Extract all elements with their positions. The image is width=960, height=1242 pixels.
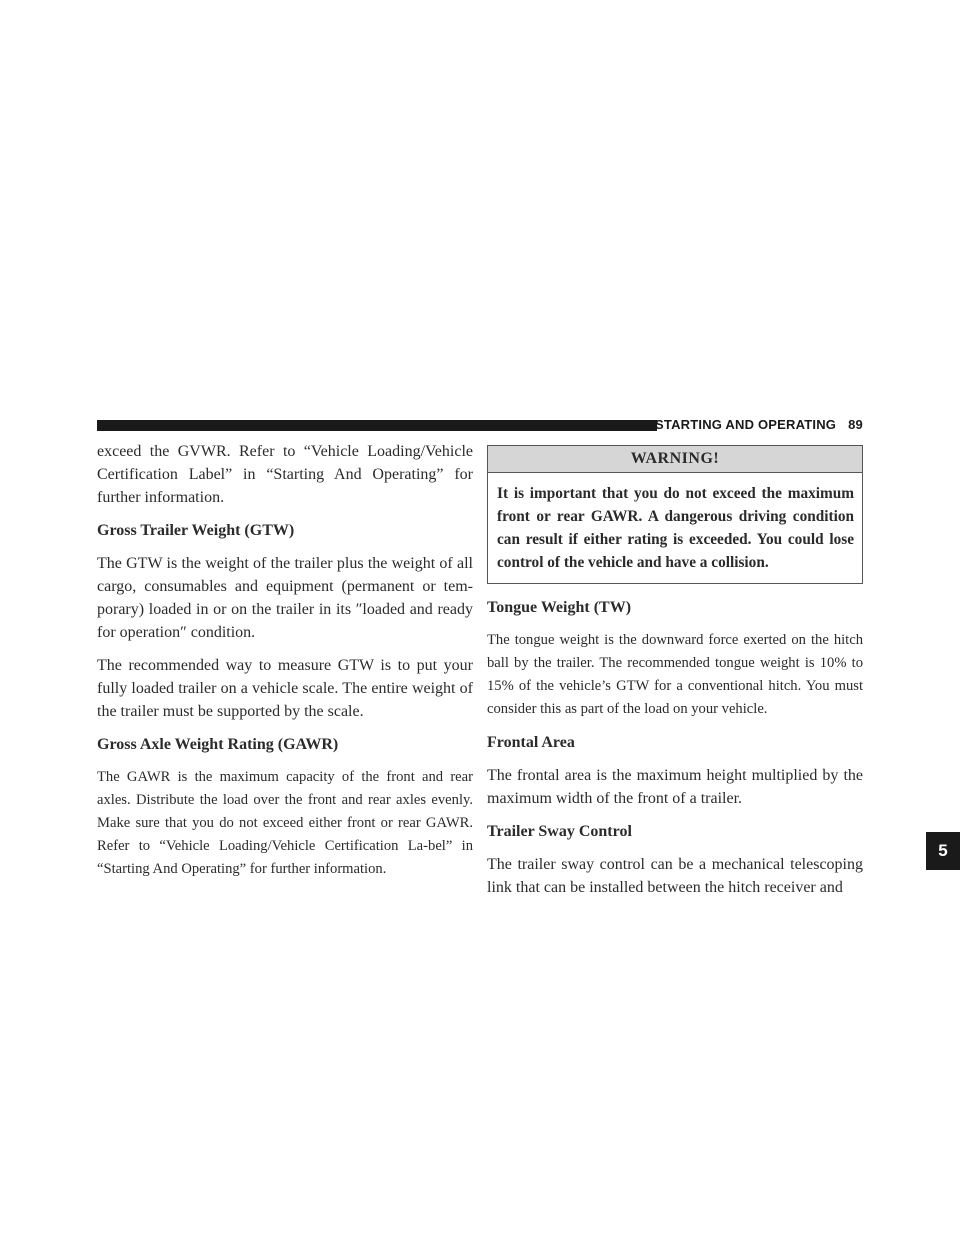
intro-paragraph: exceed the GVWR. Refer to “Vehicle Loading/Vehicle Certification Label” in “Starting And Operating” for further information.	[97, 443, 473, 506]
trailer-sway-heading: Trailer Sway Control	[487, 823, 632, 840]
header-rule	[97, 420, 657, 431]
right-column	[487, 445, 863, 909]
trailer-sway-paragraph: The trailer sway control can be a mechanical telescoping link that can be installed between the hitch receiver and	[487, 856, 863, 896]
gawr-heading: Gross Axle Weight Rating (GAWR)	[97, 736, 339, 753]
warning-box	[487, 445, 863, 584]
running-header	[655, 417, 863, 432]
gtw-paragraph-1: The GTW is the weight of the trailer plus the weight of all cargo, consumables and equipment (permanent or tem-porary) loaded in or on the trailer in its ″loaded and ready for operation″ condition.	[97, 555, 473, 641]
tw-paragraph: The tongue weight is the downward force exerted on the hitch ball by the trailer. The recommended tongue weight is 10% to 15% of the vehicle’s GTW for a conventional hitch. You must consider this as part of the load on your vehicle.	[487, 632, 863, 717]
warning-title: WARNING!	[488, 446, 862, 473]
frontal-area-paragraph: The frontal area is the maximum height multiplied by the maximum width of the front of a trailer.	[487, 767, 863, 807]
page-number: 89	[848, 417, 863, 432]
gtw-heading: Gross Trailer Weight (GTW)	[97, 522, 295, 539]
gawr-paragraph: The GAWR is the maximum capacity of the front and rear axles. Distribute the load over the front and rear axles evenly. Make sure that you do not exceed either front or rear GAWR. Refer to “Vehicle Loading/Vehicle Certification La-bel” in “Starting And Operating” for further information.	[97, 769, 473, 877]
tw-heading: Tongue Weight (TW)	[487, 599, 632, 616]
gtw-paragraph-2: The recommended way to measure GTW is to put your fully loaded trailer on a vehicle scale. The entire weight of the trailer must be supported by the scale.	[97, 657, 473, 720]
frontal-area-heading: Frontal Area	[487, 734, 575, 751]
section-title: STARTING AND OPERATING	[655, 417, 837, 432]
left-column	[97, 440, 473, 891]
chapter-tab: 5	[926, 832, 960, 870]
warning-text: It is important that you do not exceed the maximum front or rear GAWR. A dangerous driving condition can result if either rating is exceeded. You could lose control of the vehicle and have a collision.	[497, 485, 854, 571]
